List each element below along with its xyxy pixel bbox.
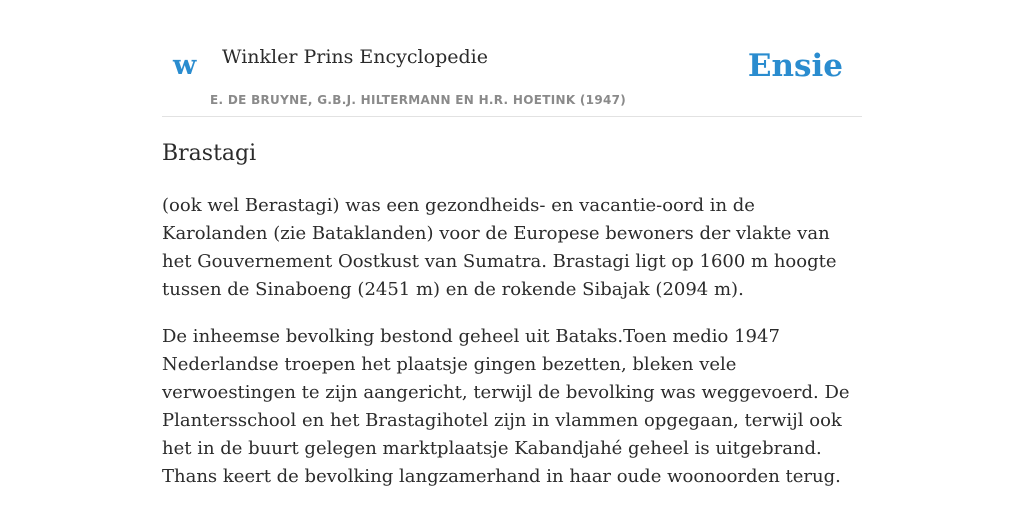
ensie-logo-link[interactable]: Ensie — [747, 48, 843, 84]
source-header — [162, 0, 862, 117]
article-body — [162, 192, 862, 510]
article-paragraph: De inheemse bevolking bestond geheel uit Bataks.Toen medio 1947 Nederlandse troepen het plaatsje gingen bezetten, bleken vele verwoestingen te zijn aangericht, terwijl de bevolking was weggevoerd. De Plantersschool en het Brastagihotel zijn in vlammen opgegaan, terwijl ook het in de buurt gelegen marktplaatsje Kabandjahé geheel is uitgebrand. Thans keert de bevolking langzamerhand in haar oude woonoorden terug. — [162, 326, 850, 487]
article-paragraph: (ook wel Berastagi) was een gezondheids- en vacantie-oord in de Karolanden (zie Bataklanden) voor de Europese bewoners der vlakte van het Gouvernement Oostkust van Sumatra. Brastagi ligt op 1600 m hoogte tussen de Sinaboeng (2451 m) en de rokende Sibajak (2094 m). — [162, 195, 837, 300]
source-title-link[interactable]: Winkler Prins Encyclopedie — [222, 46, 488, 68]
page-container — [162, 0, 862, 487]
article-title: Brastagi — [162, 141, 257, 166]
encyclopedia-logo[interactable]: w — [173, 50, 197, 81]
source-authors: E. DE BRUYNE, G.B.J. HILTERMANN EN H.R. HOETINK (1947) — [210, 93, 627, 107]
